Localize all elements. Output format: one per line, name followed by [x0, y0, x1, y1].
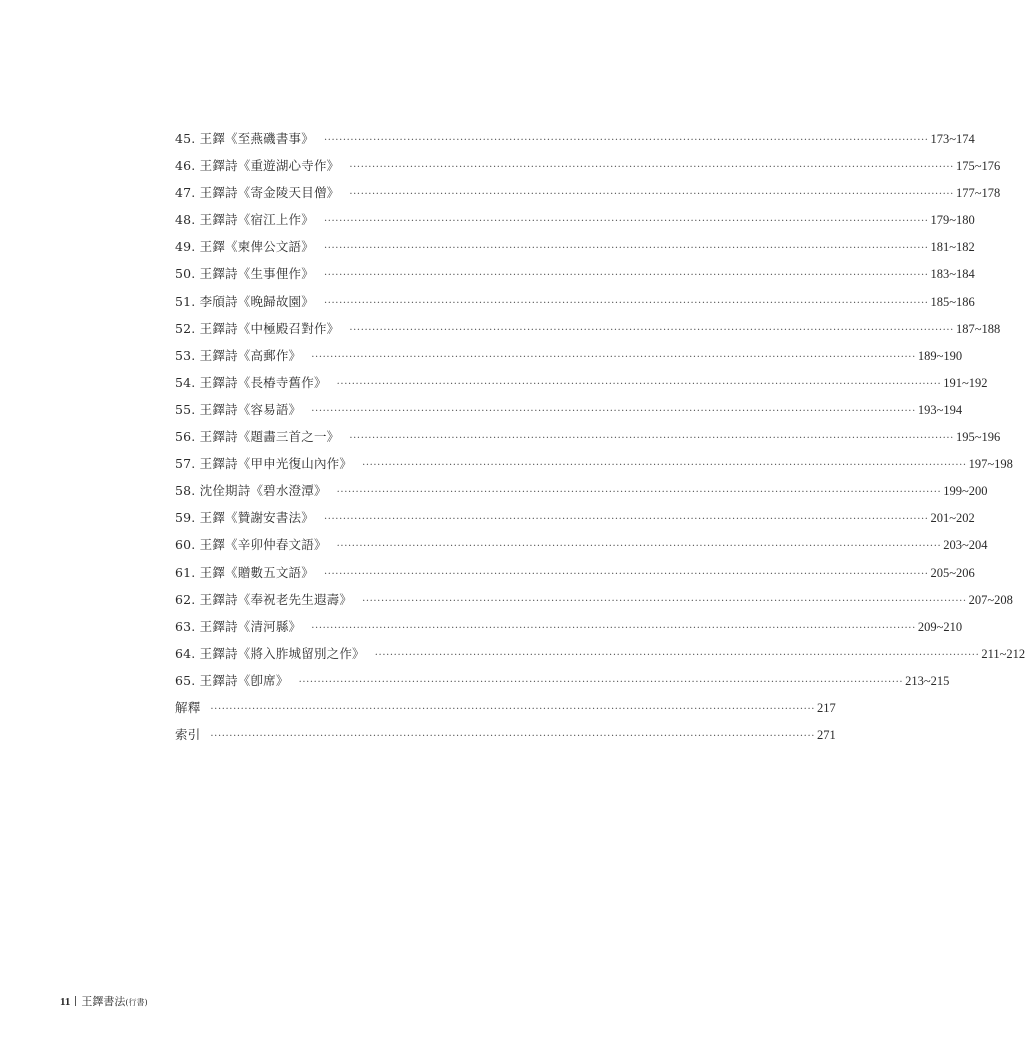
toc-entry-pages: 213~215: [905, 673, 950, 688]
toc-entry-pages: 191~192: [943, 375, 988, 390]
toc-entry: [175, 152, 1001, 179]
dot-leader: ································································································································································: [323, 568, 929, 580]
toc-entry-pages: 195~196: [955, 430, 1001, 445]
toc-entry-title: 54. 王鐸詩《長椿寺舊作》: [175, 374, 327, 390]
toc-entry: [175, 477, 988, 504]
dot-leader: ································································································································································: [374, 649, 980, 661]
dot-leader: ································································································································································: [349, 162, 954, 174]
toc-entry-title: 61. 王鐸《贈數五文語》: [175, 564, 314, 580]
toc-entry: [175, 694, 836, 721]
toc-entry: [175, 531, 988, 558]
toc-entry: [175, 640, 1025, 667]
dot-leader: ································································································································································: [323, 297, 929, 309]
dot-leader: ································································································································································: [362, 595, 967, 607]
toc-entry-title: 49. 王鐸《柬俾公文語》: [175, 239, 314, 255]
toc-entry-title: 60. 王鐸《辛卯仲春文語》: [175, 537, 327, 553]
dot-leader: ································································································································································: [336, 487, 942, 499]
book-style-label: (行書): [125, 998, 148, 1007]
toc-entry-pages: 189~190: [917, 348, 963, 363]
toc-entry: [175, 288, 975, 315]
toc-entry-title: 55. 王鐸詩《容易語》: [175, 401, 302, 417]
toc-entry: [175, 179, 1001, 206]
toc-entry: [175, 206, 975, 233]
toc-entry: [175, 423, 1001, 450]
dot-leader: ································································································································································: [210, 731, 815, 743]
toc-entry-pages: 271: [817, 728, 836, 743]
toc-entry-title: 51. 李頎詩《晚歸故園》: [175, 293, 314, 309]
toc-entry-pages: 183~184: [930, 267, 975, 282]
toc-entry-title: 索引: [175, 727, 201, 743]
toc-entry-pages: 181~182: [930, 240, 975, 255]
toc-entry-pages: 185~186: [930, 294, 975, 309]
toc-entry: [175, 342, 963, 369]
dot-leader: ································································································································································: [336, 541, 942, 553]
dot-leader: ································································································································································: [323, 514, 929, 526]
dot-leader: ································································································································································: [298, 676, 904, 688]
toc-entry-pages: 179~180: [930, 213, 975, 228]
toc-entry-title: 62. 王鐸詩《奉祝老先生遐壽》: [175, 591, 353, 607]
toc-entry-pages: 173~174: [930, 132, 975, 146]
dot-leader: ································································································································································: [336, 378, 942, 390]
toc-entry-pages: 187~188: [955, 321, 1001, 336]
footer-divider: [75, 996, 76, 1006]
toc-entry-title: 50. 王鐸詩《生事俚作》: [175, 266, 314, 282]
toc-entry: [175, 613, 963, 640]
toc-entry-title: 解釋: [175, 699, 201, 715]
book-title: 王鐸書法: [81, 995, 126, 1008]
toc-entry: [175, 233, 975, 260]
dot-leader: ································································································································································: [311, 622, 916, 634]
toc-entry-title: 47. 王鐸詩《寄金陵天目僧》: [175, 185, 340, 201]
dot-leader: ································································································································································: [323, 216, 929, 228]
toc-entry-title: 63. 王鐸詩《清河縣》: [175, 618, 302, 634]
toc-entry: [175, 450, 1013, 477]
toc-entry: [175, 721, 836, 748]
toc-entry-pages: 201~202: [930, 511, 975, 526]
toc-entry: [175, 559, 975, 586]
dot-leader: ································································································································································: [323, 135, 929, 146]
toc-entry-pages: 177~178: [955, 186, 1001, 201]
dot-leader: ································································································································································: [349, 433, 954, 445]
toc-entry-pages: 199~200: [943, 484, 988, 499]
dot-leader: ································································································································································: [311, 405, 916, 417]
dot-leader: ································································································································································: [349, 324, 954, 336]
toc-entry-title: 53. 王鐸詩《高郵作》: [175, 347, 302, 363]
toc-entry-title: 45. 王鐸《至燕磯書事》: [175, 131, 314, 146]
toc-entry-pages: 211~212: [981, 646, 1025, 661]
toc-entry-title: 48. 王鐸詩《宿江上作》: [175, 212, 314, 228]
toc-entry-title: 59. 王鐸《贊謝安書法》: [175, 510, 314, 526]
dot-leader: ································································································································································: [311, 351, 916, 363]
toc-entry-pages: 175~176: [955, 159, 1001, 174]
dot-leader: ································································································································································: [323, 270, 929, 282]
toc-entry-pages: 217: [817, 700, 836, 715]
dot-leader: ································································································································································: [210, 703, 815, 715]
toc-entry-title: 58. 沈佺期詩《碧水澄潭》: [175, 483, 327, 499]
toc-entry-pages: 193~194: [917, 402, 963, 417]
toc-entry-pages: 205~206: [930, 565, 975, 580]
toc-entry-title: 64. 王鐸詩《將入胙城留別之作》: [175, 645, 365, 661]
toc-entry-title: 56. 王鐸詩《題畵三首之一》: [175, 429, 340, 445]
toc-entry: [175, 260, 975, 287]
toc-entry-pages: 197~198: [968, 457, 1013, 472]
toc-entry-pages: 203~204: [943, 538, 988, 553]
dot-leader: ································································································································································: [323, 243, 929, 255]
toc-entry: [175, 125, 975, 152]
toc-entry-pages: 207~208: [968, 592, 1013, 607]
toc-entry: [175, 667, 950, 694]
toc-entry-title: 65. 王鐸詩《卽席》: [175, 672, 289, 688]
toc-entry: [175, 369, 988, 396]
toc-entry: [175, 504, 975, 531]
page-footer: [60, 993, 148, 1009]
toc-entry-title: 46. 王鐸詩《重遊湖心寺作》: [175, 158, 340, 174]
dot-leader: ································································································································································: [362, 460, 967, 472]
toc-entry-title: 57. 王鐸詩《甲申光復山內作》: [175, 456, 353, 472]
toc-entry: [175, 315, 1001, 342]
table-of-contents: [175, 125, 1025, 748]
dot-leader: ································································································································································: [349, 189, 954, 201]
toc-entry-title: 52. 王鐸詩《中極殿召對作》: [175, 320, 340, 336]
page-number: 11: [60, 996, 71, 1008]
toc-entry-pages: 209~210: [917, 619, 963, 634]
toc-entry: [175, 396, 963, 423]
toc-entry: [175, 586, 1013, 613]
